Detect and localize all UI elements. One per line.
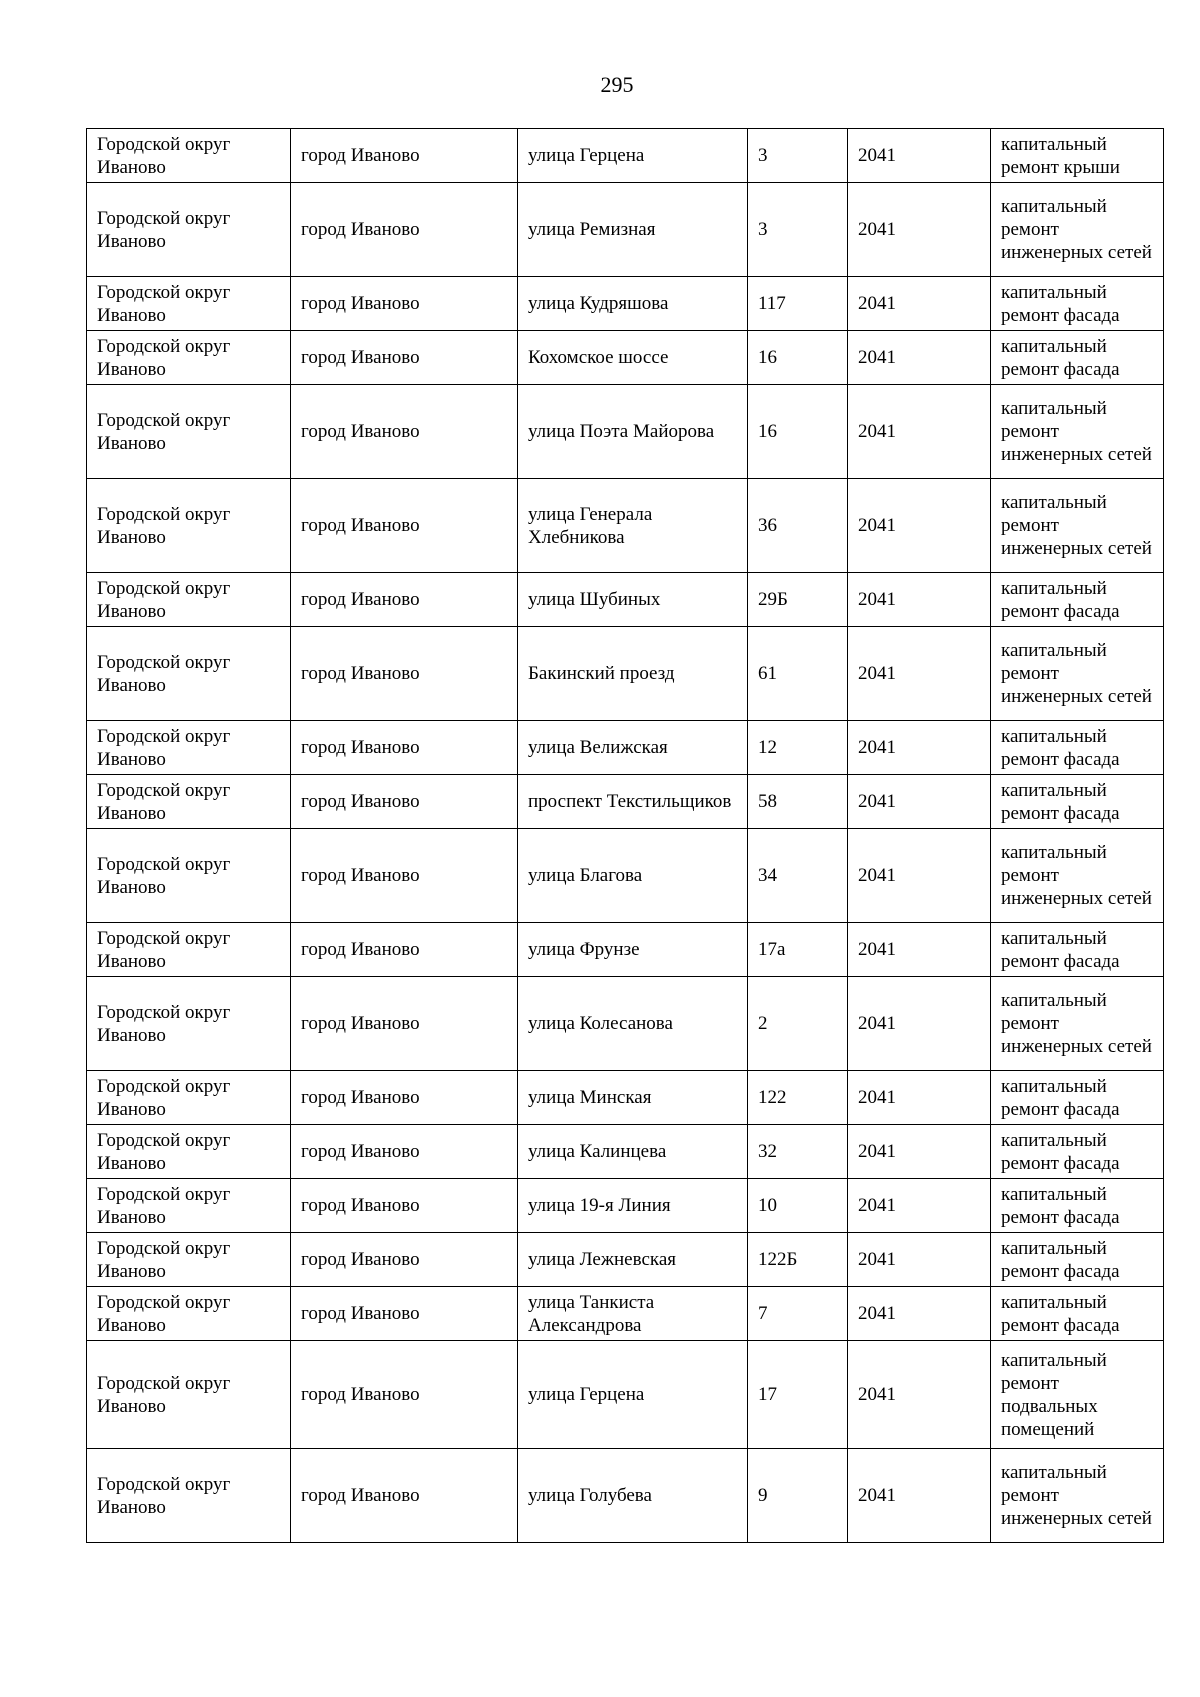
cell-house-number: 32: [748, 1125, 848, 1179]
table-row: [87, 277, 1164, 331]
cell-district: Городской округ Иваново: [87, 331, 291, 385]
cell-work-type: капитальный ремонт инженерных сетей: [991, 829, 1164, 923]
cell-year: 2041: [848, 923, 991, 977]
cell-city: город Иваново: [291, 977, 518, 1071]
cell-house-number: 34: [748, 829, 848, 923]
table-row: [87, 923, 1164, 977]
cell-year: 2041: [848, 977, 991, 1071]
table-row: [87, 627, 1164, 721]
cell-year: 2041: [848, 1287, 991, 1341]
cell-year: 2041: [848, 1125, 991, 1179]
cell-district: Городской округ Иваново: [87, 627, 291, 721]
cell-street: улица Шубиных: [518, 573, 748, 627]
cell-city: город Иваново: [291, 183, 518, 277]
cell-district: Городской округ Иваново: [87, 923, 291, 977]
cell-city: город Иваново: [291, 331, 518, 385]
cell-work-type: капитальный ремонт подвальных помещений: [991, 1341, 1164, 1449]
cell-year: 2041: [848, 1449, 991, 1543]
page-number: 295: [600, 72, 634, 97]
cell-work-type: капитальный ремонт фасада: [991, 277, 1164, 331]
cell-district: Городской округ Иваново: [87, 573, 291, 627]
cell-house-number: 3: [748, 129, 848, 183]
cell-street: улица Минская: [518, 1071, 748, 1125]
cell-year: 2041: [848, 331, 991, 385]
cell-city: город Иваново: [291, 1449, 518, 1543]
cell-city: город Иваново: [291, 1287, 518, 1341]
cell-street: улица Велижская: [518, 721, 748, 775]
cell-city: город Иваново: [291, 1179, 518, 1233]
cell-house-number: 2: [748, 977, 848, 1071]
cell-house-number: 61: [748, 627, 848, 721]
table-row: [87, 721, 1164, 775]
cell-house-number: 122Б: [748, 1233, 848, 1287]
table-row: [87, 1449, 1164, 1543]
cell-work-type: капитальный ремонт фасада: [991, 1125, 1164, 1179]
cell-city: город Иваново: [291, 923, 518, 977]
cell-house-number: 17а: [748, 923, 848, 977]
table-row: [87, 1287, 1164, 1341]
cell-district: Городской округ Иваново: [87, 977, 291, 1071]
cell-work-type: капитальный ремонт фасада: [991, 923, 1164, 977]
table-row: [87, 331, 1164, 385]
table-row: [87, 1233, 1164, 1287]
cell-work-type: капитальный ремонт инженерных сетей: [991, 385, 1164, 479]
cell-city: город Иваново: [291, 1125, 518, 1179]
cell-street: улица Герцена: [518, 129, 748, 183]
cell-year: 2041: [848, 277, 991, 331]
table-row: [87, 385, 1164, 479]
cell-work-type: капитальный ремонт инженерных сетей: [991, 1449, 1164, 1543]
cell-city: город Иваново: [291, 1233, 518, 1287]
cell-street: Кохомское шоссе: [518, 331, 748, 385]
cell-work-type: капитальный ремонт фасада: [991, 1287, 1164, 1341]
cell-city: город Иваново: [291, 1341, 518, 1449]
cell-year: 2041: [848, 129, 991, 183]
cell-street: улица Кудряшова: [518, 277, 748, 331]
cell-year: 2041: [848, 829, 991, 923]
cell-district: Городской округ Иваново: [87, 479, 291, 573]
table-row: [87, 829, 1164, 923]
cell-district: Городской округ Иваново: [87, 277, 291, 331]
cell-house-number: 12: [748, 721, 848, 775]
cell-district: Городской округ Иваново: [87, 183, 291, 277]
cell-district: Городской округ Иваново: [87, 1287, 291, 1341]
cell-city: город Иваново: [291, 573, 518, 627]
cell-street: улица Герцена: [518, 1341, 748, 1449]
cell-street: улица Поэта Майорова: [518, 385, 748, 479]
cell-house-number: 16: [748, 385, 848, 479]
cell-house-number: 36: [748, 479, 848, 573]
cell-street: улица Ремизная: [518, 183, 748, 277]
cell-district: Городской округ Иваново: [87, 385, 291, 479]
cell-year: 2041: [848, 1179, 991, 1233]
cell-street: улица Благова: [518, 829, 748, 923]
table-row: [87, 775, 1164, 829]
cell-work-type: капитальный ремонт фасада: [991, 1071, 1164, 1125]
cell-year: 2041: [848, 721, 991, 775]
cell-year: 2041: [848, 1233, 991, 1287]
cell-district: Городской округ Иваново: [87, 1341, 291, 1449]
cell-district: Городской округ Иваново: [87, 129, 291, 183]
cell-work-type: капитальный ремонт крыши: [991, 129, 1164, 183]
table-row: [87, 1179, 1164, 1233]
cell-district: Городской округ Иваново: [87, 1233, 291, 1287]
table-row: [87, 183, 1164, 277]
cell-work-type: капитальный ремонт фасада: [991, 721, 1164, 775]
cell-city: город Иваново: [291, 385, 518, 479]
cell-house-number: 122: [748, 1071, 848, 1125]
cell-street: улица Генерала Хлебникова: [518, 479, 748, 573]
cell-street: проспект Текстильщиков: [518, 775, 748, 829]
table-row: [87, 1341, 1164, 1449]
cell-house-number: 117: [748, 277, 848, 331]
cell-house-number: 16: [748, 331, 848, 385]
table-row: [87, 1071, 1164, 1125]
cell-year: 2041: [848, 573, 991, 627]
cell-street: улица 19-я Линия: [518, 1179, 748, 1233]
cell-year: 2041: [848, 775, 991, 829]
table-row: [87, 1125, 1164, 1179]
cell-district: Городской округ Иваново: [87, 775, 291, 829]
table-row: [87, 129, 1164, 183]
cell-house-number: 7: [748, 1287, 848, 1341]
table-body: [87, 129, 1164, 1543]
cell-year: 2041: [848, 1341, 991, 1449]
cell-work-type: капитальный ремонт фасада: [991, 775, 1164, 829]
cell-year: 2041: [848, 1071, 991, 1125]
cell-street: улица Колесанова: [518, 977, 748, 1071]
cell-work-type: капитальный ремонт фасада: [991, 1179, 1164, 1233]
cell-year: 2041: [848, 479, 991, 573]
cell-city: город Иваново: [291, 479, 518, 573]
cell-district: Городской округ Иваново: [87, 721, 291, 775]
cell-house-number: 10: [748, 1179, 848, 1233]
cell-district: Городской округ Иваново: [87, 1179, 291, 1233]
cell-street: улица Танкиста Александрова: [518, 1287, 748, 1341]
cell-city: город Иваново: [291, 627, 518, 721]
cell-work-type: капитальный ремонт фасада: [991, 331, 1164, 385]
cell-street: улица Фрунзе: [518, 923, 748, 977]
cell-street: Бакинский проезд: [518, 627, 748, 721]
cell-house-number: 3: [748, 183, 848, 277]
cell-city: город Иваново: [291, 775, 518, 829]
cell-city: город Иваново: [291, 721, 518, 775]
cell-work-type: капитальный ремонт инженерных сетей: [991, 479, 1164, 573]
cell-street: улица Калинцева: [518, 1125, 748, 1179]
cell-city: город Иваново: [291, 1071, 518, 1125]
cell-work-type: капитальный ремонт фасада: [991, 573, 1164, 627]
cell-work-type: капитальный ремонт фасада: [991, 1233, 1164, 1287]
cell-street: улица Голубева: [518, 1449, 748, 1543]
cell-city: город Иваново: [291, 277, 518, 331]
table-row: [87, 573, 1164, 627]
cell-house-number: 9: [748, 1449, 848, 1543]
cell-year: 2041: [848, 627, 991, 721]
cell-district: Городской округ Иваново: [87, 1071, 291, 1125]
cell-work-type: капитальный ремонт инженерных сетей: [991, 183, 1164, 277]
cell-house-number: 29Б: [748, 573, 848, 627]
cell-city: город Иваново: [291, 829, 518, 923]
cell-house-number: 17: [748, 1341, 848, 1449]
cell-district: Городской округ Иваново: [87, 829, 291, 923]
cell-work-type: капитальный ремонт инженерных сетей: [991, 977, 1164, 1071]
table-row: [87, 977, 1164, 1071]
cell-city: город Иваново: [291, 129, 518, 183]
cell-street: улица Лежневская: [518, 1233, 748, 1287]
repair-schedule-table: [86, 128, 1164, 1543]
cell-district: Городской округ Иваново: [87, 1449, 291, 1543]
cell-district: Городской округ Иваново: [87, 1125, 291, 1179]
cell-year: 2041: [848, 385, 991, 479]
table-row: [87, 479, 1164, 573]
cell-year: 2041: [848, 183, 991, 277]
cell-work-type: капитальный ремонт инженерных сетей: [991, 627, 1164, 721]
cell-house-number: 58: [748, 775, 848, 829]
